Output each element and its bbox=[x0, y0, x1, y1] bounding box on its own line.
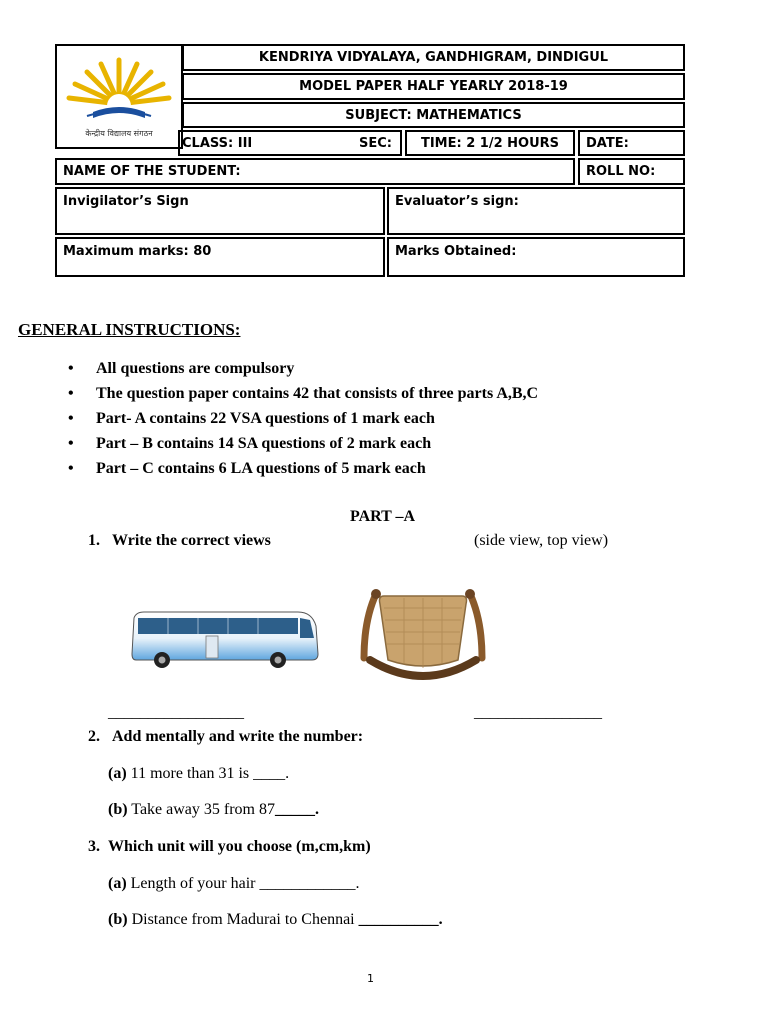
question-2a bbox=[108, 765, 289, 783]
list-item: • The question paper contains 42 that consists of three parts A,B,C bbox=[68, 381, 728, 406]
answer-blank-2: ________________ bbox=[474, 704, 602, 721]
sub-question-label: (a) bbox=[108, 765, 127, 782]
sub-question-label: (b) bbox=[108, 801, 128, 818]
answer-blank-1: _________________ bbox=[108, 704, 244, 721]
sub-question-text: 11 more than 31 is ____. bbox=[130, 765, 290, 782]
student-name-field: NAME OF THE STUDENT: bbox=[55, 158, 575, 185]
evaluator-sign-field: Evaluator’s sign: bbox=[387, 187, 685, 235]
marks-obtained-field: Marks Obtained: bbox=[387, 237, 685, 277]
sec-label: SEC: bbox=[359, 135, 392, 151]
logo-caption: केन्द्रीय विद्यालय संगठन bbox=[85, 129, 153, 138]
page-number: 1 bbox=[367, 972, 374, 985]
time-label: TIME: 2 1/2 HOURS bbox=[405, 130, 575, 156]
chair-top-view-image bbox=[354, 580, 492, 688]
list-item: • Part – B contains 14 SA questions of 2 mark each bbox=[68, 431, 728, 456]
school-name: KENDRIYA VIDYALAYA, GANDHIGRAM, DINDIGUL bbox=[182, 44, 685, 71]
question-3b bbox=[108, 911, 443, 929]
question-3 bbox=[88, 838, 371, 856]
question-number: 2. bbox=[88, 728, 100, 745]
paper-title: MODEL PAPER HALF YEARLY 2018-19 bbox=[182, 73, 685, 100]
sub-question-label: (a) bbox=[108, 875, 127, 892]
max-marks-field: Maximum marks: 80 bbox=[55, 237, 385, 277]
part-a-title: PART –A bbox=[350, 508, 416, 525]
question-number: 3. bbox=[88, 838, 100, 855]
question-1 bbox=[88, 532, 271, 550]
date-field: DATE: bbox=[578, 130, 685, 156]
answer-blank: __________. bbox=[358, 911, 443, 928]
question-1-hint: (side view, top view) bbox=[474, 532, 609, 549]
instructions-list bbox=[68, 356, 728, 481]
answer-blank: _____. bbox=[275, 801, 319, 818]
list-item: • Part – C contains 6 LA questions of 5 mark each bbox=[68, 456, 728, 481]
question-text: Which unit will you choose (m,cm,km) bbox=[108, 838, 371, 855]
school-logo bbox=[55, 44, 183, 149]
bus-image bbox=[128, 608, 322, 670]
question-number: 1. bbox=[88, 532, 100, 549]
roll-no-field: ROLL NO: bbox=[578, 158, 685, 185]
question-3a bbox=[108, 875, 360, 893]
class-label: CLASS: III SEC: bbox=[178, 130, 402, 156]
question-text: Add mentally and write the number: bbox=[112, 728, 364, 745]
instructions-title: GENERAL INSTRUCTIONS: bbox=[18, 320, 241, 339]
sub-question-text: Distance from Madurai to Chennai bbox=[131, 911, 355, 928]
sub-question-text: Length of your hair ____________. bbox=[130, 875, 360, 892]
question-2b bbox=[108, 801, 319, 819]
sub-question-label: (b) bbox=[108, 911, 128, 928]
subject-label: SUBJECT: MATHEMATICS bbox=[182, 102, 685, 128]
question-2 bbox=[88, 728, 363, 746]
sub-question-text: Take away 35 from 87 bbox=[131, 801, 275, 818]
invigilator-sign-field: Invigilator’s Sign bbox=[55, 187, 385, 235]
question-text: Write the correct views bbox=[112, 532, 271, 549]
list-item: • Part- A contains 22 VSA questions of 1 mark each bbox=[68, 406, 728, 431]
list-item: • All questions are compulsory bbox=[68, 356, 728, 381]
